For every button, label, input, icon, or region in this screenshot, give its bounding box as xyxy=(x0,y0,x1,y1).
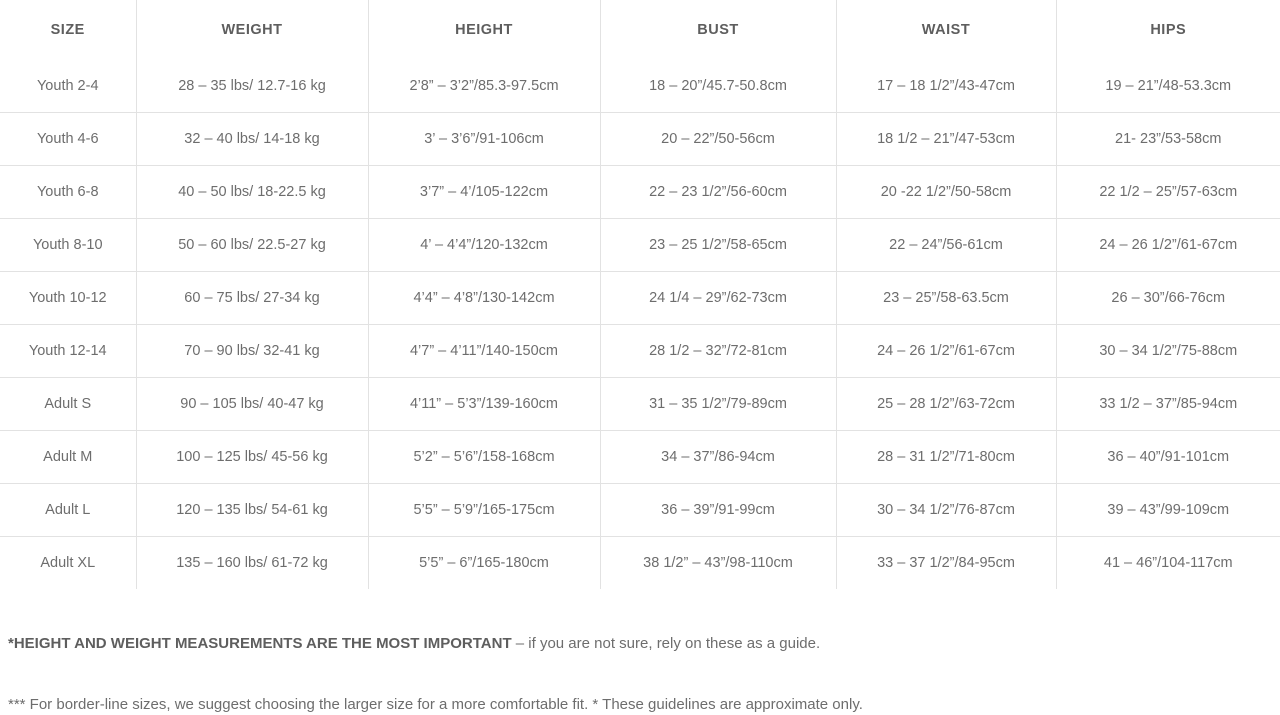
cell-height: 4’11” – 5’3”/139-160cm xyxy=(368,378,600,431)
table-row xyxy=(0,431,1280,484)
table-row xyxy=(0,484,1280,537)
column-header-hips: HIPS xyxy=(1056,0,1280,60)
table-row xyxy=(0,166,1280,219)
cell-size: Youth 2-4 xyxy=(0,60,136,113)
cell-size: Youth 8-10 xyxy=(0,219,136,272)
cell-waist: 30 – 34 1/2”/76-87cm xyxy=(836,484,1056,537)
note-height-weight-rest: – if you are not sure, rely on these as a guide. xyxy=(511,635,821,652)
cell-height: 2’8” – 3’2”/85.3-97.5cm xyxy=(368,60,600,113)
cell-waist: 33 – 37 1/2”/84-95cm xyxy=(836,537,1056,590)
cell-bust: 22 – 23 1/2”/56-60cm xyxy=(600,166,836,219)
cell-hips: 26 – 30”/66-76cm xyxy=(1056,272,1280,325)
cell-hips: 39 – 43”/99-109cm xyxy=(1056,484,1280,537)
cell-waist: 18 1/2 – 21”/47-53cm xyxy=(836,113,1056,166)
table-row xyxy=(0,537,1280,590)
cell-waist: 24 – 26 1/2”/61-67cm xyxy=(836,325,1056,378)
note-height-weight xyxy=(8,633,1272,654)
cell-height: 4’4” – 4’8”/130-142cm xyxy=(368,272,600,325)
cell-bust: 28 1/2 – 32”/72-81cm xyxy=(600,325,836,378)
cell-waist: 23 – 25”/58-63.5cm xyxy=(836,272,1056,325)
cell-weight: 50 – 60 lbs/ 22.5-27 kg xyxy=(136,219,368,272)
cell-size: Adult XL xyxy=(0,537,136,590)
cell-waist: 20 -22 1/2”/50-58cm xyxy=(836,166,1056,219)
table-row xyxy=(0,219,1280,272)
cell-bust: 31 – 35 1/2”/79-89cm xyxy=(600,378,836,431)
cell-waist: 28 – 31 1/2”/71-80cm xyxy=(836,431,1056,484)
column-header-weight: WEIGHT xyxy=(136,0,368,60)
cell-bust: 20 – 22”/50-56cm xyxy=(600,113,836,166)
cell-size: Youth 4-6 xyxy=(0,113,136,166)
notes-section xyxy=(0,633,1280,715)
cell-weight: 70 – 90 lbs/ 32-41 kg xyxy=(136,325,368,378)
column-header-waist: WAIST xyxy=(836,0,1056,60)
column-header-bust: BUST xyxy=(600,0,836,60)
table-row xyxy=(0,60,1280,113)
cell-hips: 24 – 26 1/2”/61-67cm xyxy=(1056,219,1280,272)
table-row xyxy=(0,113,1280,166)
cell-bust: 18 – 20”/45.7-50.8cm xyxy=(600,60,836,113)
cell-hips: 41 – 46”/104-117cm xyxy=(1056,537,1280,590)
note-height-weight-emphasis: *HEIGHT AND WEIGHT MEASUREMENTS ARE THE MOST IMPORTANT xyxy=(8,635,512,652)
cell-size: Youth 12-14 xyxy=(0,325,136,378)
cell-height: 5’5” – 6”/165-180cm xyxy=(368,537,600,590)
cell-hips: 22 1/2 – 25”/57-63cm xyxy=(1056,166,1280,219)
cell-height: 5’2” – 5’6”/158-168cm xyxy=(368,431,600,484)
cell-weight: 60 – 75 lbs/ 27-34 kg xyxy=(136,272,368,325)
cell-weight: 135 – 160 lbs/ 61-72 kg xyxy=(136,537,368,590)
cell-size: Adult L xyxy=(0,484,136,537)
cell-height: 3’ – 3’6”/91-106cm xyxy=(368,113,600,166)
cell-hips: 30 – 34 1/2”/75-88cm xyxy=(1056,325,1280,378)
cell-height: 4’ – 4’4”/120-132cm xyxy=(368,219,600,272)
note-borderline-sizes: *** For border-line sizes, we suggest choosing the larger size for a more comfortable fit. * These guidelines are approximate only. xyxy=(8,696,863,713)
table-header-row xyxy=(0,0,1280,60)
cell-weight: 28 – 35 lbs/ 12.7-16 kg xyxy=(136,60,368,113)
cell-waist: 22 – 24”/56-61cm xyxy=(836,219,1056,272)
cell-weight: 40 – 50 lbs/ 18-22.5 kg xyxy=(136,166,368,219)
table-body xyxy=(0,60,1280,589)
cell-weight: 90 – 105 lbs/ 40-47 kg xyxy=(136,378,368,431)
table-row xyxy=(0,272,1280,325)
column-header-height: HEIGHT xyxy=(368,0,600,60)
cell-hips: 19 – 21”/48-53.3cm xyxy=(1056,60,1280,113)
cell-size: Adult S xyxy=(0,378,136,431)
cell-bust: 23 – 25 1/2”/58-65cm xyxy=(600,219,836,272)
table-row xyxy=(0,378,1280,431)
cell-height: 4’7” – 4’11”/140-150cm xyxy=(368,325,600,378)
cell-size: Youth 6-8 xyxy=(0,166,136,219)
table-header xyxy=(0,0,1280,60)
cell-hips: 33 1/2 – 37”/85-94cm xyxy=(1056,378,1280,431)
cell-weight: 100 – 125 lbs/ 45-56 kg xyxy=(136,431,368,484)
cell-bust: 34 – 37”/86-94cm xyxy=(600,431,836,484)
cell-weight: 120 – 135 lbs/ 54-61 kg xyxy=(136,484,368,537)
cell-bust: 24 1/4 – 29”/62-73cm xyxy=(600,272,836,325)
cell-height: 5’5” – 5’9”/165-175cm xyxy=(368,484,600,537)
cell-waist: 25 – 28 1/2”/63-72cm xyxy=(836,378,1056,431)
table-row xyxy=(0,325,1280,378)
cell-waist: 17 – 18 1/2”/43-47cm xyxy=(836,60,1056,113)
cell-size: Adult M xyxy=(0,431,136,484)
cell-weight: 32 – 40 lbs/ 14-18 kg xyxy=(136,113,368,166)
cell-bust: 38 1/2” – 43”/98-110cm xyxy=(600,537,836,590)
cell-hips: 21- 23”/53-58cm xyxy=(1056,113,1280,166)
cell-hips: 36 – 40”/91-101cm xyxy=(1056,431,1280,484)
cell-bust: 36 – 39”/91-99cm xyxy=(600,484,836,537)
column-header-size: SIZE xyxy=(0,0,136,60)
cell-height: 3’7” – 4’/105-122cm xyxy=(368,166,600,219)
cell-size: Youth 10-12 xyxy=(0,272,136,325)
